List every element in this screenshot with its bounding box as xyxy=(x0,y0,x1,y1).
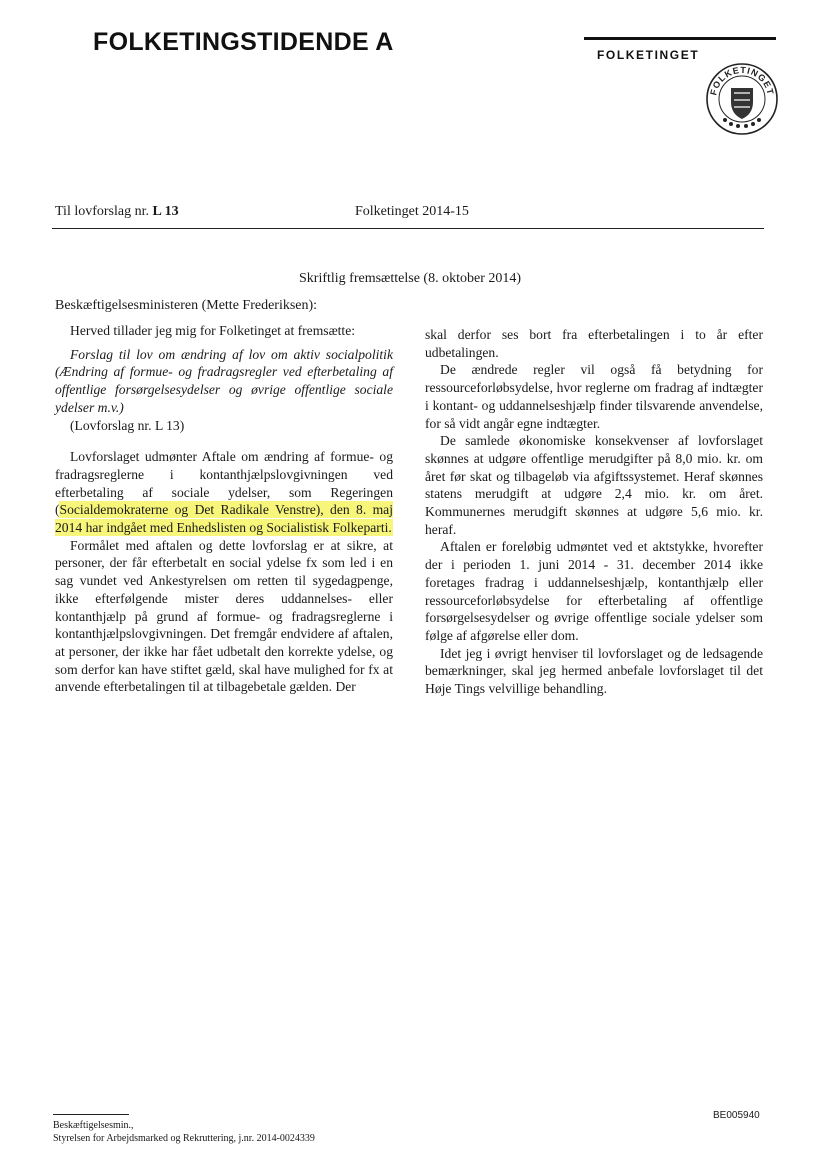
parliament-seal-icon xyxy=(705,62,779,136)
purpose-paragraph: Formålet med aftalen og dette lovforslag er at sikre, at personer, der får efterbetalt en social ydelse fx som led i en sag vundet ved Ankestyrelsen om retten til sygedagpenge, ikke efterfølgende mister deres uddannelses- eller kontanthjælp på grund af formue- og fradragsreglerne i kontanthjælpslovgivningen. Det fremgår endvidere af aftalen, at personer, der ikke har fået udbetalt den korrekte ydelse, og som derfor kan have stiftet gæld, skal have mulighed for fx at anvende efterbetalingen til at tilbagebetale gælden. Der xyxy=(55,537,393,695)
agreement-paragraph xyxy=(55,448,393,537)
bill-reference-label: Til lovforslag nr. xyxy=(55,204,149,219)
bill-title: Forslag til lov om ændring af lov om aktiv socialpolitik (Ændring af formue- og fradragsregler ved efterbetaling af offentlige forsørgelsesydelser og øvrige offentlige sociale ydelser m.v.) xyxy=(55,346,393,415)
document-code: BE005940 xyxy=(713,1110,760,1121)
footer-ministry: Beskæftigelsesmin., xyxy=(53,1120,134,1131)
economy-paragraph: De samlede økonomiske konsekvenser af lovforslaget skønnes at udgøre offentlige merudgifter på 8,0 mio. kr. om året før skat og tilbageløb via afgiftssystemet. Heraf skønnes statens merudgift at udgøre 2,4 mio. kr. om året. Kommunernes merudgift skønnes at udgøre 5,6 mio. kr. heraf. xyxy=(425,433,763,537)
agreement-text: Lovforslaget udmønter Aftale om ændring af formue- og fradragsreglerne i kontanthjælpslovgivningen ved efterbetaling af sociale ydelser, som Regeringen ( xyxy=(55,449,393,518)
interim-paragraph: Aftalen er foreløbig udmøntet ved et aktstykke, hvorefter der i perioden 1. juni 2014 - 31. december 2014 ikke foretages fradrag i uddannelseshjælp, kontanthjælp eller ressourceforløbsydelse for efterbetaling af offentlige forsørgelsesydelser og øvrige offentlige sociale ydelser som følge af afgørelse eller dom. xyxy=(425,539,763,643)
svg-text:FOLKETINGET: FOLKETINGET xyxy=(708,64,776,97)
continued-paragraph: skal derfor ses bort fra efterbetalingen i to år efter udbetalingen. xyxy=(425,327,763,360)
left-column xyxy=(55,322,393,696)
resource-paragraph: De ændrede regler vil også få betydning for ressourceforløbsydelse, hvor reglerne om fradrag af indtægter i kontant- og uddannelseshjælp finder tilsvarende anvendelse, for så vidt angår egne indtægter. xyxy=(425,362,763,431)
bill-number-note: (Lovforslag nr. L 13) xyxy=(70,417,185,433)
organization-name: FOLKETINGET xyxy=(597,48,700,62)
document-subtitle: Skriftlig fremsættelse (8. oktober 2014) xyxy=(299,271,522,286)
highlighted-text: Socialdemokraterne og Det Radikale Venstre), den 8. maj 2014 har indgået med Enhedslisten og Socialistisk Folkeparti. xyxy=(55,502,393,536)
bill-number: L 13 xyxy=(152,204,179,219)
recommendation-paragraph: Idet jeg i øvrigt henviser til lovforslaget og de ledsagende bemærkninger, skal jeg hermed anbefale lovforslaget til det Høje Tings velvillige behandling. xyxy=(425,645,763,697)
publication-title: FOLKETINGSTIDENDE A xyxy=(93,28,394,56)
reference-rule xyxy=(52,228,764,229)
intro-paragraph: Herved tillader jeg mig for Folketinget at fremsætte: xyxy=(70,323,356,338)
footnote-rule xyxy=(53,1114,129,1115)
bill-reference xyxy=(55,204,179,220)
session-label: Folketinget 2014-15 xyxy=(355,204,469,219)
footer-agency: Styrelsen for Arbejdsmarked og Rekruttering, j.nr. 2014-0024339 xyxy=(53,1133,315,1144)
right-column xyxy=(425,326,763,698)
sender-line: Beskæftigelsesministeren (Mette Frederiksen): xyxy=(55,298,318,313)
header-rule xyxy=(584,37,776,40)
